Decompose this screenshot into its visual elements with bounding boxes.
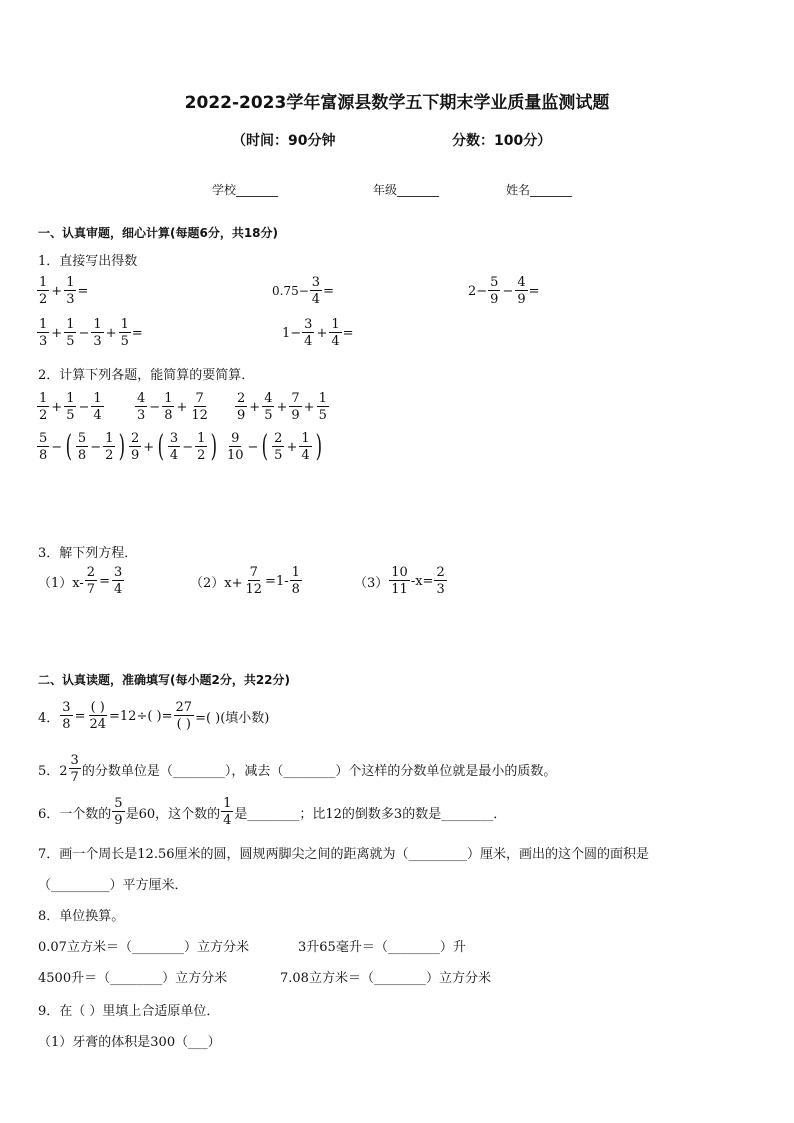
q7-line-1: 7．画一个周长是12.56厘米的圆，圆规两脚尖之间的距离就为（_________）厘米，画出的这个圆的面积是 [38,847,649,862]
q2-expr-1: $\frac{1}{2}$ + $\frac{1}{5}$ − $\frac{1}{4}$ [39,391,102,423]
grade-field: 年级_______ [373,183,440,197]
section-2-heading: 二、认真读题，准确填写(每小题2分，共22分) [38,673,291,687]
page-title: 2022-2023学年富源县数学五下期末学业质量监测试题 [184,93,610,113]
q1-expr-c: 2− $\frac{5}{9}$ − $\frac{4}{9}$ = [468,275,540,307]
q1-expr-b: 0.75− $\frac{3}{4}$ = [272,275,334,307]
q8-conversion-3: 4500升＝（________）立方分米 [38,971,228,986]
fraction: $\frac{1}{5}$ [66,317,75,349]
q2-expr-3: $\frac{2}{9}$ + $\frac{4}{5}$ + $\frac{7}{9}$ + $\frac{1}{5}$ [237,391,327,423]
name-field: 姓名_______ [506,183,573,197]
q9-item-1: （1）牙膏的体积是300（___） [38,1035,221,1050]
fraction: $\frac{4}{9}$ [517,275,526,307]
q8-conversion-4: 7.08立方米＝（________）立方分米 [280,971,491,986]
fraction: $\frac{1}{3}$ [93,317,102,349]
q1-expr-a: $\frac{1}{2}$ + $\frac{1}{3}$ = [39,275,89,307]
section-1-heading: 一、认真审题，细心计算(每题6分，共18分) [38,226,279,240]
q8-label: 8．单位换算。 [38,909,125,924]
q6-line: 6．一个数的 $\frac{5}{9}$ 是60，这个数的 $\frac{1}{4}$ 是________；比12的倒数多3的数是________． [38,796,507,828]
fraction: $\frac{1}{3}$ [39,317,48,349]
q4-line: 4． $\frac{3}{8}$ = $\frac{( )}{24}$ =12÷( )= $\frac{27}{( )}$ =( )(填小数) [38,700,270,732]
q1-expr-d: $\frac{1}{3}$ + $\frac{1}{5}$ − $\frac{1}{3}$ + $\frac{1}{5}$ = [39,317,143,349]
fraction: $\frac{3}{4}$ [304,317,313,349]
q8-conversion-2: 3升65毫升＝（________）升 [298,940,466,955]
fraction: $\frac{5}{9}$ [490,275,499,307]
fraction: $\frac{1}{2}$ [39,275,48,307]
exam-time: （时间：90分钟 [232,133,336,149]
fraction: $\frac{3}{4}$ [311,275,321,307]
exam-score: 分数：100分） [452,133,552,149]
fraction: $\frac{1}{5}$ [120,317,129,349]
q5-line: 5．2 $\frac{3}{7}$ 的分数单位是（________），减去（________）个这样的分数单位就是最小的质数。 [38,753,557,785]
q1-expr-e: 1− $\frac{3}{4}$ + $\frac{1}{4}$ = [282,317,354,349]
q2-expr-4: $\frac{5}{8}$ − ( $\frac{5}{8}$ − $\frac{1}{2}$ ) [39,429,126,464]
q8-conversion-1: 0.07立方米＝（________）立方分米 [38,940,249,955]
fraction: $\frac{1}{4}$ [331,317,340,349]
school-field: 学校_______ [212,183,279,197]
q3-equation-1: （1）x- $\frac{2}{7}$ = $\frac{3}{4}$ [38,565,123,597]
q1-label: 1．直接写出得数 [38,254,138,269]
q7-line-2: （_________）平方厘米． [38,878,188,893]
q2-expr-5: $\frac{2}{9}$ + ( $\frac{3}{4}$ − $\frac{1}{2}$ ) [131,429,218,464]
q3-equation-2: （2）x+ $\frac{7}{12}$ =1- $\frac{1}{8}$ [190,565,300,597]
q3-label: 3．解下列方程． [38,546,138,561]
q3-equation-3: （3） $\frac{10}{11}$ -x= $\frac{2}{3}$ [354,565,445,597]
q2-label: 2．计算下列各题，能简算的要简算． [38,368,255,383]
q9-label: 9．在（ ）里填上合适原单位． [38,1004,220,1019]
q2-expr-2: $\frac{4}{3}$ − $\frac{1}{8}$ + $\frac{7}{12}$ [137,391,208,423]
fraction: $\frac{1}{3}$ [66,275,75,307]
q2-expr-6: $\frac{9}{10}$ − ( $\frac{2}{5}$ + $\frac{1}{4}$ ) [227,429,322,464]
